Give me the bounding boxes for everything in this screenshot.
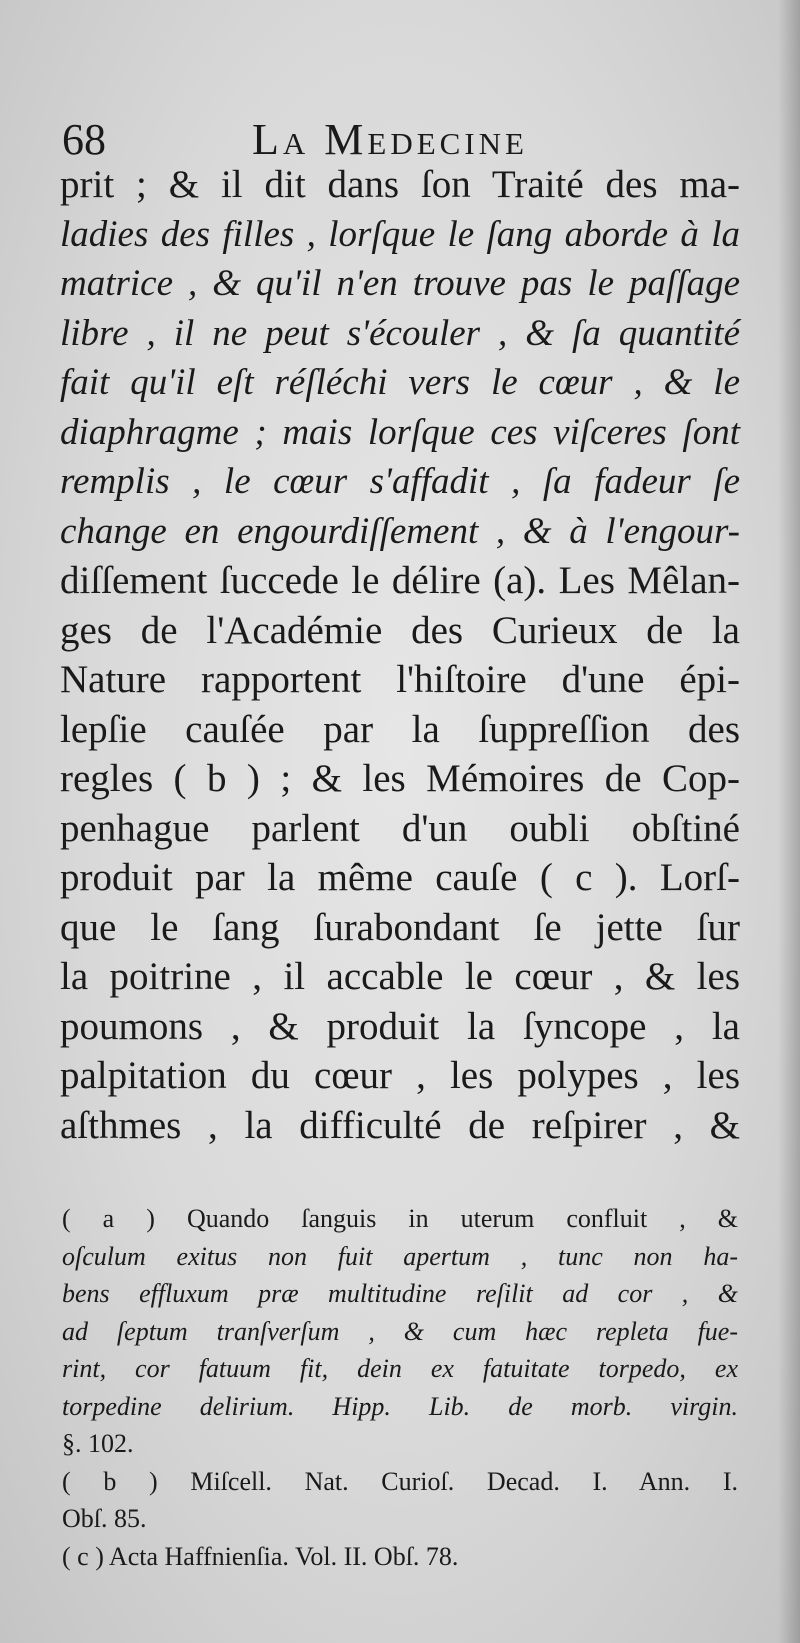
text-line: penhague parlent d'un oubli obſtiné <box>60 806 740 850</box>
text-line: diſſement ſuccede le délire (a). Les Mêlan- <box>60 559 740 602</box>
footnote-line: Obſ. 85. <box>62 1504 147 1533</box>
text-line: remplis , le cœur s'affadit , ſa fadeur ſe <box>60 461 740 502</box>
text-line: produit par la même cauſe ( c ). Lorſ- <box>60 856 740 899</box>
footnote-line: ad ſeptum tranſverſum , & cum hæc repleta fue- <box>62 1316 738 1346</box>
text-line: lepſie cauſée par la ſuppreſſion des <box>60 707 740 751</box>
footnote-line: rint, cor fatuum fit, dein ex fatuitate torpedo, ex <box>62 1354 738 1383</box>
text-line: aſthmes , la difficulté de reſpirer , & <box>60 1103 740 1147</box>
text-line: diaphragme ; mais lorſque ces viſceres ſont <box>60 411 740 453</box>
footnote-line: ( a ) Quando ſanguis in uterum confluit , & <box>62 1204 738 1233</box>
text-line: Nature rapportent l'hiſtoire d'une épi- <box>60 658 740 701</box>
footnote-line: ( b ) Miſcell. Nat. Curioſ. Decad. I. Ann. I. <box>62 1466 738 1496</box>
text-line: fait qu'il eſt réſléchi vers le cœur , & le <box>60 362 740 403</box>
text-line: ges de l'Académie des Curieux de la <box>60 608 740 652</box>
text-line: matrice , & qu'il n'en trouve pas le paſſage <box>60 263 740 304</box>
main-text <box>60 160 740 1150</box>
page-number: 68 <box>62 115 106 164</box>
text-line: regles ( b ) ; & les Mémoires de Cop- <box>60 757 740 800</box>
text-line: la poitrine , il accable le cœur , & les <box>60 955 740 998</box>
running-head: La Medecine <box>252 115 528 164</box>
footnote-line: torpedine delirium. Hipp. Lib. de morb. virgin. <box>62 1391 738 1421</box>
footnote-line: §. 102. <box>62 1429 134 1458</box>
text-line: poumons , & produit la ſyncope , la <box>60 1004 740 1048</box>
footnote-line: bens effluxum præ multitudine reſilit ad cor , & <box>62 1279 738 1308</box>
text-line: ladies des filles , lorſque le ſang aborde à la <box>60 213 740 255</box>
footnotes <box>62 1200 738 1575</box>
footnote-line: oſculum exitus non fuit apertum , tunc non ha- <box>62 1241 738 1271</box>
text-line: libre , il ne peut s'écouler , & ſa quantité <box>60 312 740 354</box>
text-line: palpitation du cœur , les polypes , les <box>60 1054 740 1097</box>
footnote-line: ( c ) Acta Haffnienſia. Vol. II. Obſ. 78. <box>62 1541 459 1571</box>
page-edge-shadow <box>778 0 800 1643</box>
text-line: change en engourdiſſement , & à l'engour- <box>60 510 740 552</box>
text-line: prit ; & il dit dans ſon Traité des ma- <box>60 163 740 206</box>
text-line: que le ſang ſurabondant ſe jette ſur <box>60 905 740 949</box>
